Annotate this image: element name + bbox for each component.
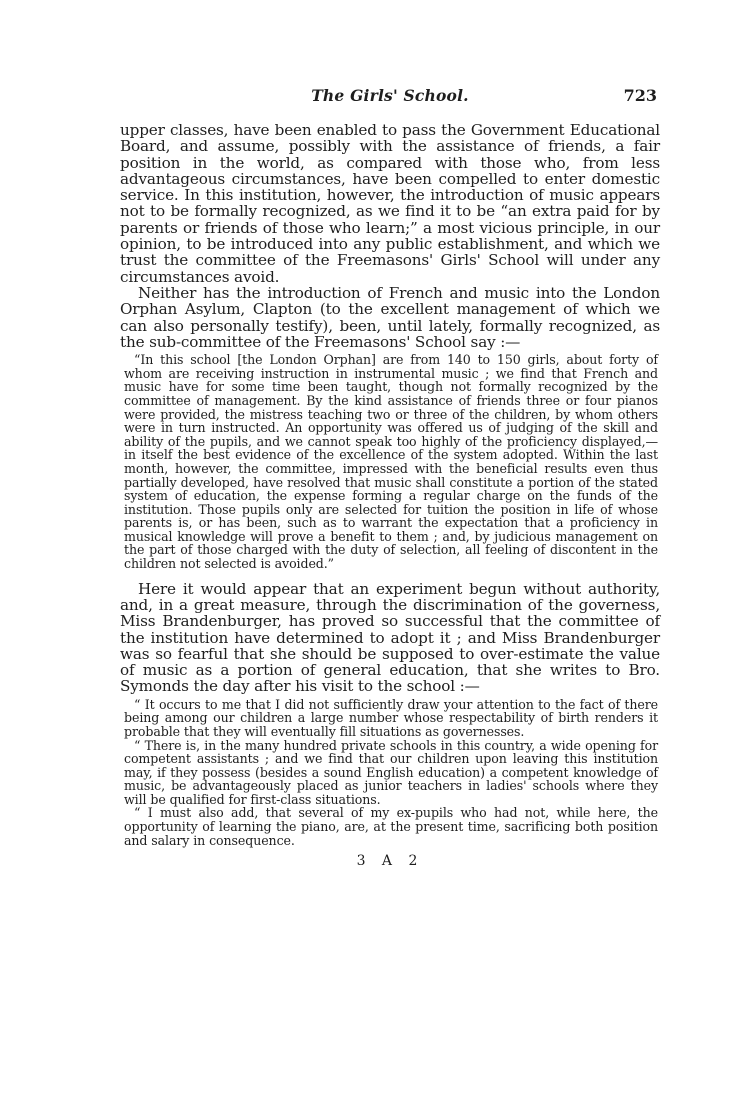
- quote-paragraph: “In this school [the London Orphan] are from 140 to 150 girls, about forty of whom are receiving instruction in instrumental music ; we find that French and music have for some time been taught, though not formally recognized by the committee of management. By the kind assistance of friends three or four pianos were provided, the mistress teaching two or three of the children, by whom others were in turn instructed. An opportunity was offered us of judging of the skill and ability of the pupils, and we cannot speak too highly of the proficiency displayed,—in itself the best evidence of the excellence of the system adopted. Within the last month, however, the committee, impressed with the beneficial results even thus partially developed, have resolved that music shall constitute a portion of the stated system of education, the expense forming a regular charge on the funds of the institution. Those pupils only are selected for tuition the position in life of whose parents is, or has been, such as to warrant the expectation that a proficiency in musical knowledge will prove a benefit to them ; and, by judicious management on the part of those charged with the duty of selection, all feeling of discontent in the children not selected is avoided.”: [124, 352, 658, 572]
- running-title: The Girls' School.: [311, 86, 469, 105]
- signature-mark: 3 A 2: [356, 853, 424, 870]
- paragraph: Here it would appear that an experiment begun without authority, and, in a great measure, through the discrimination of the governess, Miss Brandenburger, has proved so successful that the committee of the institution have determined to adopt it ; and Miss Brandenburger was so fearful that she should be supposed to over-estimate the value of music as a portion of general education, that she writes to Bro. Symonds the day after his visit to the school :—: [120, 579, 660, 696]
- article-body: [120, 122, 660, 870]
- quote-paragraph: “ It occurs to me that I did not sufficiently draw your attention to the fact of there being among our children a large number whose respectability of birth renders it probable that they will eventually fill situations as governesses.: [124, 696, 658, 739]
- block-quote: [120, 698, 660, 848]
- quote-paragraph: “ There is, in the many hundred private schools in this country, a wide opening for competent assistants ; and we find that our children upon leaving this institution may, if they possess (besides a sound English education) a competent knowledge of music, be advantageously placed as junior teachers in ladies' schools where they will be qualified for first-class situations.: [124, 737, 658, 807]
- page-number: 723: [623, 86, 657, 105]
- page: [120, 86, 660, 1086]
- block-quote: [120, 353, 660, 571]
- paragraph: Neither has the introduction of French and music into the London Orphan Asylum, Clapton (to the excellent management of which we can also personally testify), been, until lately, formally recognized, as the sub-committee of the Freemasons' School say :—: [120, 283, 660, 351]
- paragraph: upper classes, have been enabled to pass the Government Educational Board, and assume, possibly with the assistance of friends, a fair position in the world, as compared with those who, from less advantageous circumstances, have been compelled to enter domestic service. In this institution, however, the introduction of music appears not to be formally recognized, as we find it to be “an extra paid for by parents or friends of those who learn;” a most vicious principle, in our opinion, to be introduced into any public establishment, and which we trust the committee of the Freemasons' Girls' School will under any circumstances avoid.: [120, 121, 660, 286]
- running-header: [120, 86, 660, 108]
- quote-paragraph: “ I must also add, that several of my ex-pupils who had not, while here, the opportunity of learning the piano, are, at the present time, sacrificing both position and salary in consequence.: [124, 805, 658, 848]
